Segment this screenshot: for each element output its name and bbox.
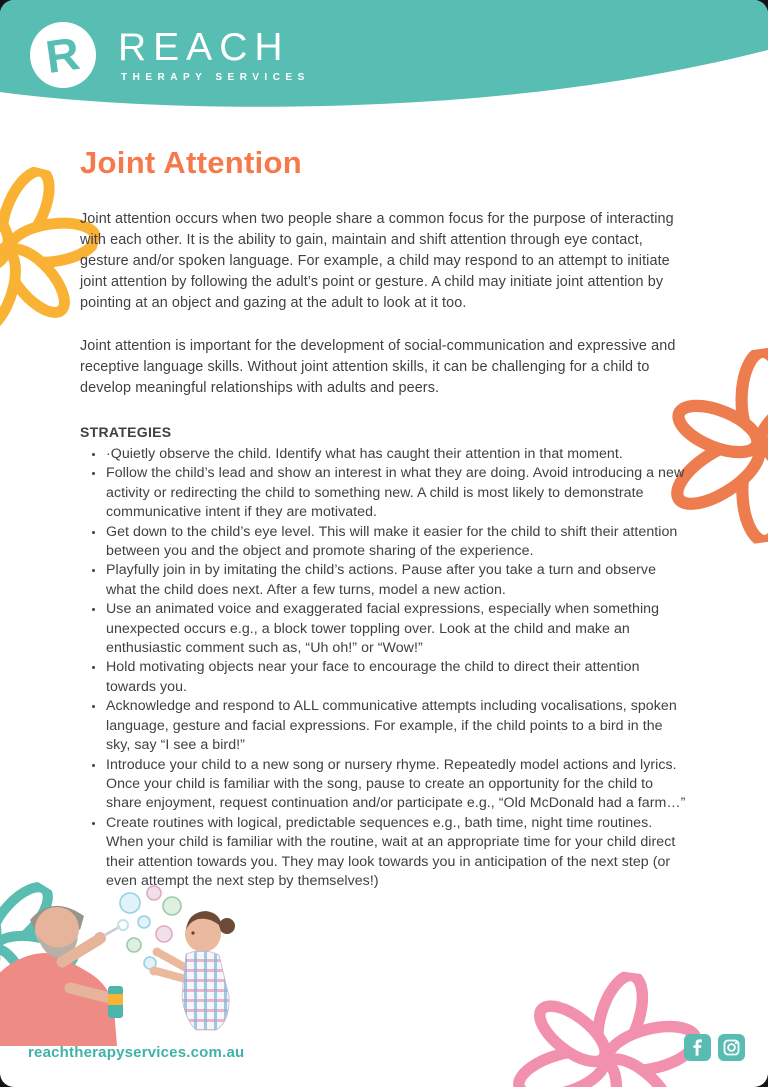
strategies-heading: STRATEGIES (80, 424, 172, 440)
flower-doodle-pink-icon (504, 958, 707, 1087)
brand-tagline: THERAPY SERVICES (121, 72, 310, 83)
header-wave-shape (0, 0, 768, 125)
facebook-icon (684, 1034, 711, 1061)
brand-name: REACH (118, 26, 290, 69)
strategy-item: • Get down to the child’s eye level. This will make it easier for the child to shift their attention between you and the object and promote sharing of the experience. (105, 523, 690, 562)
strategy-item: • Hold motivating objects near your face to encourage the child to direct their attention towards you. (105, 658, 690, 697)
social-links (684, 1034, 745, 1061)
strategy-item: • ·Quietly observe the child. Identify what has caught their attention in that moment. (105, 445, 690, 464)
strategy-item: • Follow the child’s lead and show an interest in what they are doing. Avoid introducing a new activity or redirecting the child to something new. A child is most likely to demonstrate communicative intent if they are motivated. (105, 464, 690, 522)
strategy-item: • Introduce your child to a new song or nursery rhyme. Repeatedly model actions and lyrics. Once your child is familiar with the song, pause to create an opportunity for the child to share enjoyment, request continuation and/or participate e.g., “Old McDonald had a farm…” (105, 756, 690, 814)
facebook-button[interactable] (684, 1034, 711, 1061)
page-title: Joint Attention (80, 145, 303, 180)
reach-logo-letter: R (42, 26, 84, 84)
intro-paragraph-2: Joint attention is important for the development of social-communication and expressive and receptive language skills. Without joint attention skills, it can be challenging for a child to develop meaningful relationships with adults and peers. (80, 338, 676, 396)
instagram-button[interactable] (718, 1034, 745, 1061)
photo-man-girl-bubbles (0, 876, 242, 1046)
strategy-item: • Acknowledge and respond to ALL communicative attempts including vocalisations, spoken language, gesture and facial expressions. For example, if the child points to a bird in the sky, say “I see a bird!” (105, 697, 690, 755)
strategy-item: • Playfully join in by imitating the child’s actions. Pause after you take a turn and observe what the child does next. After a few turns, model a new action. (105, 561, 690, 600)
instagram-icon (718, 1034, 745, 1061)
website-link[interactable]: reachtherapyservices.com.au (28, 1044, 245, 1061)
strategy-item: • Create routines with logical, predictable sequences e.g., bath time, night time routines. When your child is familiar with the routine, wait at an appropriate time for your child direct their attention towards you. They may look towards you in anticipation of the next step (or even attempt the next step by themselves!) (105, 814, 690, 892)
strategy-item: • Use an animated voice and exaggerated facial expressions, especially when something unexpected occurs e.g., a block tower toppling over. Look at the child and make an enthusiastic comment such as, “Uh oh!” or “Wow!” (105, 600, 690, 658)
header-banner (0, 0, 768, 125)
strategies-list (80, 445, 690, 891)
reach-logo (30, 22, 96, 88)
intro-paragraph-1: Joint attention occurs when two people share a common focus for the purpose of interacting with each other. It is the ability to gain, maintain and shift attention through eye contact, gesture and/or spoken language. For example, a child may respond to an attempt to initiate joint attention by following the adult’s point or gesture. A child may initiate joint attention by pointing at an object and gazing at the adult to look at it too. (80, 211, 674, 311)
